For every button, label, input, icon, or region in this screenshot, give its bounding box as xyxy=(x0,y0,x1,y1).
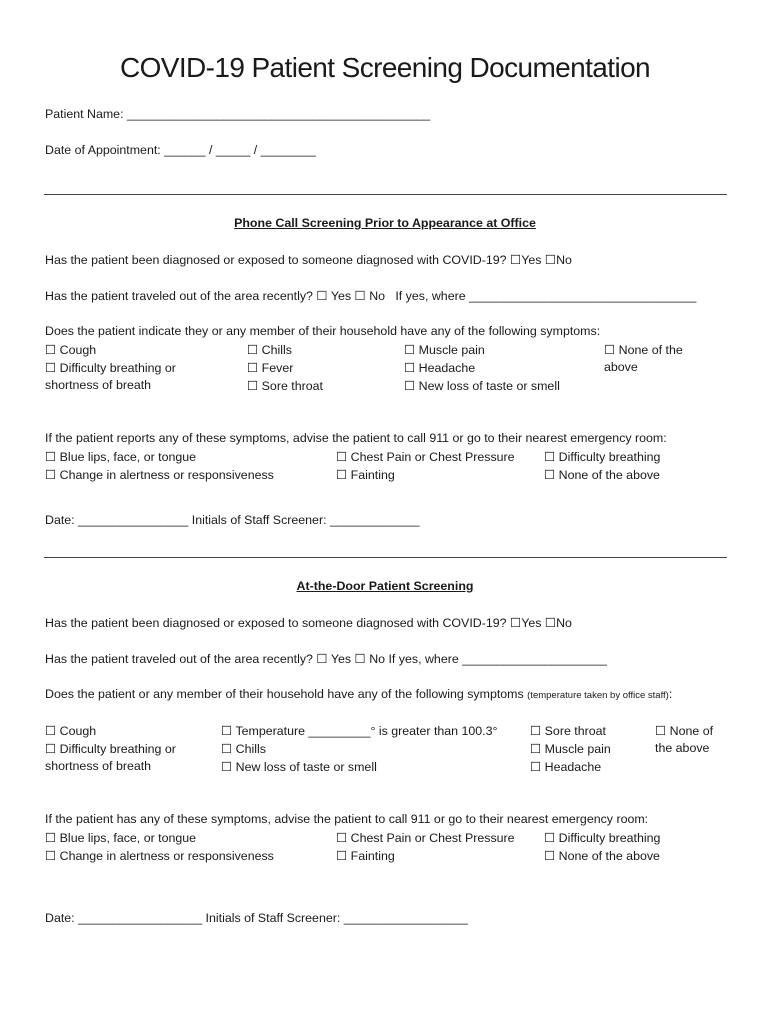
symptom-label: Sore throat xyxy=(544,724,606,738)
door-q2-text: Has the patient traveled out of the area recently? xyxy=(45,652,313,666)
phone-q2-followup[interactable]: If yes, where _________________________________ xyxy=(395,289,697,303)
checkbox-icon[interactable]: ☐ xyxy=(45,360,57,375)
door-emergency-chest-pain[interactable] xyxy=(336,830,515,846)
checkbox-icon[interactable]: ☐ xyxy=(404,342,416,357)
checkbox-icon[interactable]: ☐ xyxy=(509,615,522,630)
door-symptom-none[interactable] xyxy=(655,723,713,739)
checkbox-icon[interactable]: ☐ xyxy=(354,651,366,666)
checkbox-icon[interactable]: ☐ xyxy=(336,467,348,482)
door-q1-yes: Yes xyxy=(521,616,542,630)
phone-symptom-sore-throat[interactable] xyxy=(247,378,323,394)
symptom-label-continued: shortness of breath xyxy=(45,759,152,773)
emergency-label: Blue lips, face, or tongue xyxy=(59,831,197,845)
checkbox-icon[interactable]: ☐ xyxy=(530,759,542,774)
door-symptom-headache[interactable] xyxy=(530,759,601,775)
checkbox-icon[interactable]: ☐ xyxy=(336,449,348,464)
checkbox-icon[interactable]: ☐ xyxy=(404,360,416,375)
phone-q1-yes: Yes xyxy=(521,253,542,267)
phone-q1 xyxy=(45,252,572,268)
checkbox-icon[interactable]: ☐ xyxy=(45,741,57,756)
checkbox-icon[interactable]: ☐ xyxy=(221,723,233,738)
phone-signoff[interactable]: Date: ________________ Initials of Staff Screener: _____________ xyxy=(45,513,420,527)
door-emergency-fainting[interactable] xyxy=(336,848,395,864)
phone-emergency-difficulty-breathing[interactable] xyxy=(544,449,660,465)
door-symptoms-colon: : xyxy=(668,687,673,701)
phone-symptom-headache[interactable] xyxy=(404,360,475,376)
symptom-label: Fever xyxy=(261,361,294,375)
checkbox-icon[interactable]: ☐ xyxy=(544,615,557,630)
checkbox-icon[interactable]: ☐ xyxy=(45,848,57,863)
door-symptom-temperature[interactable] xyxy=(221,723,497,739)
phone-symptoms-prompt: Does the patient indicate they or any member of their household have any of the following symptoms: xyxy=(45,324,601,338)
emergency-label: Fainting xyxy=(350,468,395,482)
symptom-label: Muscle pain xyxy=(544,742,611,756)
checkbox-icon[interactable]: ☐ xyxy=(247,342,259,357)
emergency-label: Chest Pain or Chest Pressure xyxy=(350,831,515,845)
section-divider xyxy=(44,557,727,558)
checkbox-icon[interactable]: ☐ xyxy=(45,342,57,357)
symptom-label: Sore throat xyxy=(261,379,323,393)
checkbox-icon[interactable]: ☐ xyxy=(45,449,57,464)
symptom-label: Cough xyxy=(59,724,97,738)
symptom-label: Temperature _________° is greater than 100.3° xyxy=(235,724,498,738)
checkbox-icon[interactable]: ☐ xyxy=(509,252,522,267)
emergency-label: Difficulty breathing xyxy=(558,450,661,464)
door-q1 xyxy=(45,615,572,631)
emergency-label: Blue lips, face, or tongue xyxy=(59,450,197,464)
phone-symptom-fever[interactable] xyxy=(247,360,293,376)
checkbox-icon[interactable]: ☐ xyxy=(655,723,667,738)
door-symptoms-note: (temperature taken by office staff) xyxy=(527,690,669,701)
door-q2-followup[interactable]: If yes, where _____________________ xyxy=(388,652,607,666)
checkbox-icon[interactable]: ☐ xyxy=(604,342,616,357)
phone-emergency-prompt: If the patient reports any of these symptoms, advise the patient to call 911 or go to their nearest emergency room: xyxy=(45,431,667,445)
symptom-label: Difficulty breathing or xyxy=(59,742,176,756)
door-emergency-none[interactable] xyxy=(544,848,660,864)
door-emergency-alertness[interactable] xyxy=(45,848,274,864)
symptom-label: Chills xyxy=(261,343,292,357)
symptom-label: Cough xyxy=(59,343,97,357)
emergency-label: None of the above xyxy=(558,468,660,482)
phone-q1-text: Has the patient been diagnosed or exposed to someone diagnosed with COVID-19? xyxy=(45,253,507,267)
checkbox-icon[interactable]: ☐ xyxy=(247,378,259,393)
symptom-label: None of xyxy=(669,724,714,738)
door-symptom-muscle-pain[interactable] xyxy=(530,741,611,757)
symptom-label: Chills xyxy=(235,742,266,756)
symptom-label: New loss of taste or smell xyxy=(418,379,560,393)
door-emergency-prompt: If the patient has any of these symptoms, advise the patient to call 911 or go to their nearest emergency room: xyxy=(45,812,649,826)
phone-emergency-chest-pain[interactable] xyxy=(336,449,515,465)
door-q1-no: No xyxy=(556,616,572,630)
symptom-label: New loss of taste or smell xyxy=(235,760,377,774)
emergency-label: Change in alertness or responsiveness xyxy=(59,468,274,482)
phone-symptom-none[interactable] xyxy=(604,342,683,358)
door-symptoms-prompt xyxy=(45,687,672,703)
door-symptom-chills[interactable] xyxy=(221,741,266,757)
emergency-label: Difficulty breathing xyxy=(558,831,661,845)
checkbox-icon[interactable]: ☐ xyxy=(221,759,233,774)
symptom-label: Headache xyxy=(418,361,476,375)
door-emergency-blue-lips[interactable] xyxy=(45,830,196,846)
phone-symptom-muscle-pain[interactable] xyxy=(404,342,485,358)
emergency-label: Chest Pain or Chest Pressure xyxy=(350,450,515,464)
checkbox-icon[interactable]: ☐ xyxy=(530,723,542,738)
symptom-label-continued: above xyxy=(604,360,638,374)
patient-name-field[interactable]: Patient Name: ____________________________________________ xyxy=(45,107,431,121)
checkbox-icon[interactable]: ☐ xyxy=(544,848,556,863)
phone-emergency-fainting[interactable] xyxy=(336,467,395,483)
section-divider xyxy=(44,194,727,195)
phone-screening-heading: Phone Call Screening Prior to Appearance at Office xyxy=(234,216,536,230)
door-symptoms-prompt-text: Does the patient or any member of their household have any of the following symptoms xyxy=(45,687,524,701)
phone-q2 xyxy=(45,288,696,304)
checkbox-icon[interactable]: ☐ xyxy=(336,830,348,845)
phone-symptom-loss-taste-smell[interactable] xyxy=(404,378,560,394)
checkbox-icon[interactable]: ☐ xyxy=(544,467,556,482)
symptom-label: None of the xyxy=(618,343,683,357)
checkbox-icon[interactable]: ☐ xyxy=(354,288,366,303)
checkbox-icon[interactable]: ☐ xyxy=(221,741,233,756)
emergency-label: Change in alertness or responsiveness xyxy=(59,849,274,863)
door-symptom-loss-taste-smell[interactable] xyxy=(221,759,377,775)
checkbox-icon[interactable]: ☐ xyxy=(316,651,328,666)
phone-symptom-difficulty-breathing[interactable] xyxy=(45,360,176,376)
emergency-label: None of the above xyxy=(558,849,660,863)
door-q2-no: No xyxy=(369,652,386,666)
phone-emergency-blue-lips[interactable] xyxy=(45,449,196,465)
door-q1-text: Has the patient been diagnosed or exposed to someone diagnosed with COVID-19? xyxy=(45,616,507,630)
door-q2-yes: Yes xyxy=(330,652,352,666)
door-symptom-cough[interactable] xyxy=(45,723,96,739)
checkbox-icon[interactable]: ☐ xyxy=(45,830,57,845)
checkbox-icon[interactable]: ☐ xyxy=(404,378,416,393)
phone-q1-no: No xyxy=(556,253,572,267)
symptom-label: Difficulty breathing or xyxy=(59,361,176,375)
phone-emergency-alertness[interactable] xyxy=(45,467,274,483)
phone-q2-no: No xyxy=(369,289,386,303)
symptom-label-continued: shortness of breath xyxy=(45,378,152,392)
phone-emergency-none[interactable] xyxy=(544,467,660,483)
checkbox-icon[interactable]: ☐ xyxy=(544,830,556,845)
checkbox-icon[interactable]: ☐ xyxy=(247,360,259,375)
emergency-label: Fainting xyxy=(350,849,395,863)
symptom-label: Muscle pain xyxy=(418,343,485,357)
appointment-date-field[interactable]: Date of Appointment: ______ / _____ / ________ xyxy=(45,143,316,157)
checkbox-icon[interactable]: ☐ xyxy=(530,741,542,756)
checkbox-icon[interactable]: ☐ xyxy=(336,848,348,863)
phone-q2-text: Has the patient traveled out of the area recently? xyxy=(45,289,313,303)
checkbox-icon[interactable]: ☐ xyxy=(316,288,328,303)
checkbox-icon[interactable]: ☐ xyxy=(544,449,556,464)
checkbox-icon[interactable]: ☐ xyxy=(45,723,57,738)
checkbox-icon[interactable]: ☐ xyxy=(45,467,57,482)
door-emergency-difficulty-breathing[interactable] xyxy=(544,830,660,846)
phone-symptom-cough[interactable] xyxy=(45,342,96,358)
door-symptom-sore-throat[interactable] xyxy=(530,723,606,739)
page-title: COVID-19 Patient Screening Documentation xyxy=(119,52,651,83)
door-signoff[interactable]: Date: __________________ Initials of Staff Screener: __________________ xyxy=(45,911,468,925)
symptom-label: Headache xyxy=(544,760,602,774)
symptom-label-continued: the above xyxy=(655,741,710,755)
door-symptom-difficulty-breathing[interactable] xyxy=(45,741,176,757)
door-q2 xyxy=(45,651,607,667)
phone-q2-yes: Yes xyxy=(330,289,352,303)
checkbox-icon[interactable]: ☐ xyxy=(544,252,557,267)
phone-symptom-chills[interactable] xyxy=(247,342,292,358)
door-screening-heading: At-the-Door Patient Screening xyxy=(296,579,474,593)
